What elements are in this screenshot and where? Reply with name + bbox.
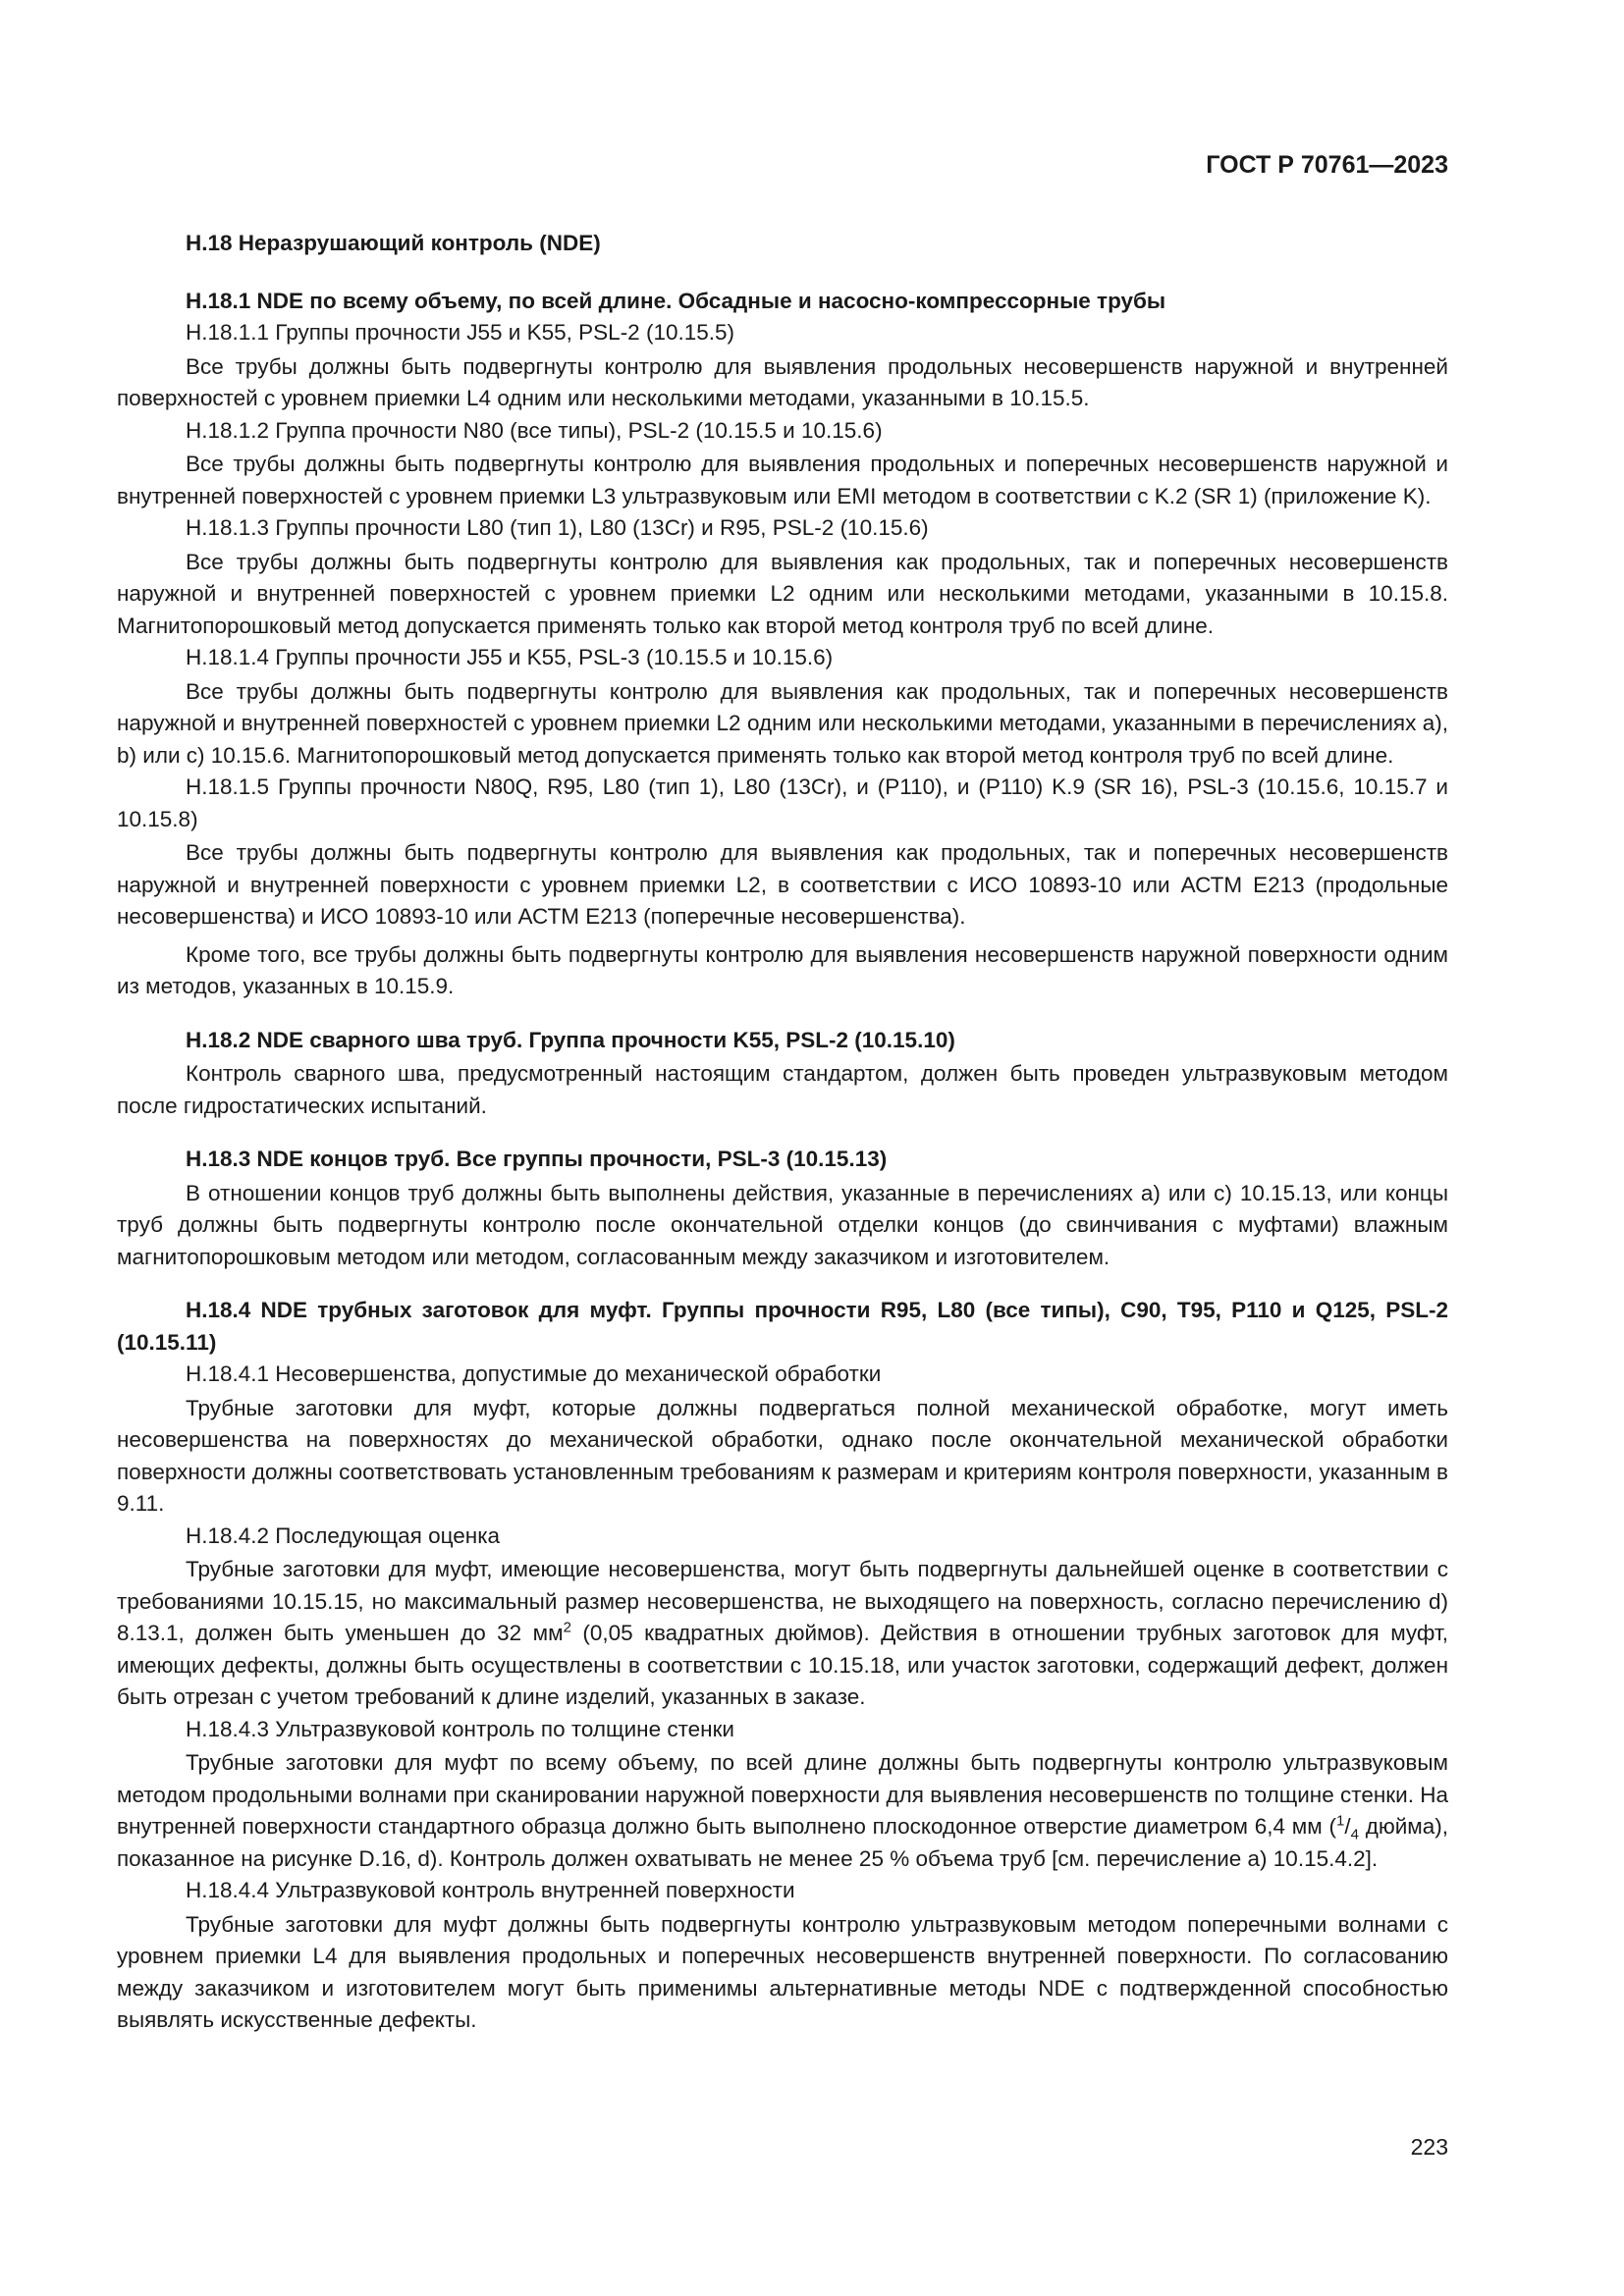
- clause-h18-1-2: H.18.1.2 Группа прочности N80 (все типы), PSL-2 (10.15.5 и 10.15.6): [186, 417, 883, 443]
- section-title: H.18 Неразрушающий контроль (NDE): [186, 231, 601, 255]
- clause-h18-1-5: H.18.1.5 Группы прочности N80Q, R95, L80 (тип 1), L80 (13Cr), и (P110), и (P110) K.9 (SR 16), PSL-3 (10.15.6, 10.15.7 и 10.15.8): [117, 774, 1448, 831]
- subsection-title-h18-3: H.18.3 NDE концов труб. Все группы прочности, PSL-3 (10.15.13): [186, 1147, 888, 1171]
- clause-h18-1-3: H.18.1.3 Группы прочности L80 (тип 1), L80 (13Cr) и R95, PSL-2 (10.15.6): [186, 515, 929, 540]
- paragraph: Трубные заготовки для муфт, которые должны подвергаться полной механической обработке, могут иметь несовершенства на поверхностях до механической обработки, однако после окончательной механической обработки поверхности должны соответствовать установленным требованиям к размерам и критериям контроля поверхности, указанным в 9.11.: [117, 1395, 1448, 1516]
- text-run: дюйма), показанное на рисунке D.16, d). Контроль должен охватывать не менее 25 % объема труб [см. перечисление a) 10.15.4.2].: [117, 1814, 1448, 1871]
- clause-h18-1-4: H.18.1.4 Группы прочности J55 и K55, PSL-3 (10.15.5 и 10.15.6): [186, 645, 834, 669]
- clause-h18-4-4: H.18.4.4 Ультразвуковой контроль внутренней поверхности: [186, 1878, 795, 1902]
- superscript: 2: [563, 1619, 571, 1636]
- subsection-title-h18-4: H.18.4 NDE трубных заготовок для муфт. Группы прочности R95, L80 (все типы), C90, T95, P110 и Q125, PSL-2 (10.15.11): [117, 1298, 1448, 1355]
- clause-h18-4-3: H.18.4.3 Ультразвуковой контроль по толщине стенки: [186, 1716, 734, 1741]
- clause-h18-1-1: H.18.1.1 Группы прочности J55 и K55, PSL-2 (10.15.5): [186, 320, 735, 345]
- paragraph: [117, 1554, 1448, 1714]
- text-run: Трубные заготовки для муфт, имеющие несовершенства, могут быть подвергнуты дальнейшей оценке в соответствии с требованиями 10.15.15, но максимальный размер несовершенства, не выходящего на поверхность, согласно перечислению d) 8.13.1, должен быть уменьшен до 32 мм: [117, 1557, 1448, 1645]
- subsection-title-h18-2: H.18.2 NDE сварного шва труб. Группа прочности K55, PSL-2 (10.15.10): [186, 1027, 955, 1052]
- page-number: 223: [1410, 2134, 1448, 2160]
- fraction-denominator: 4: [1350, 1826, 1359, 1843]
- clause-h18-4-1: H.18.4.1 Несовершенства, допустимые до механической обработки: [186, 1362, 882, 1386]
- paragraph: В отношении концов труб должны быть выполнены действия, указанные в перечислениях a) или c) 10.15.13, или концы труб должны быть подвергнуты контролю после окончательной отделки концов (до свинчивания с муфтами) влажным магнитопорошковым методом или методом, согласованным между заказчиком и изготовителем.: [117, 1180, 1448, 1269]
- subsection-title-h18-1: H.18.1 NDE по всему объему, по всей длине. Обсадные и насосно-компрессорные трубы: [186, 288, 1166, 313]
- paragraph: Все трубы должны быть подвергнуты контролю для выявления как продольных, так и поперечных несовершенств наружной и внутренней поверхностей с уровнем приемки L2 одним или несколькими методами, указанными в 10.15.8. Магнитопорошковый метод допускается применять только как второй метод контроля труб по всей длине.: [117, 549, 1448, 638]
- text-run: (0,05 квадратных дюймов). Действия в отношении трубных заготовок для муфт, имеющих дефекты, должны быть осуществлены в соответствии с 10.15.18, или участок заготовки, содержащий дефект, должен быть отрезан с учетом требований к длине изделий, указанных в заказе.: [117, 1621, 1448, 1709]
- clause-h18-4-2: H.18.4.2 Последующая оценка: [186, 1522, 501, 1548]
- paragraph: Все трубы должны быть подвергнуты контролю для выявления продольных несовершенств наружной и внутренней поверхностей с уровнем приемки L4 одним или несколькими методами, указанными в 10.15.5.: [117, 353, 1448, 410]
- document-body: [117, 228, 1448, 2037]
- paragraph: Все трубы должны быть подвергнуты контролю для выявления как продольных, так и поперечных несовершенств наружной и внутренней поверхности с уровнем приемки L2, в соответствии с ИСО 10893-10 или АСТМ E213 (продольные несовершенства) и ИСО 10893-10 или АСТМ E213 (поперечные несовершенства).: [117, 840, 1448, 929]
- paragraph: Трубные заготовки для муфт должны быть подвергнуты контролю ультразвуковым методом поперечными волнами с уровнем приемки L4 для выявления продольных и поперечных несовершенств внутренней поверхности. По согласованию между заказчиком и изготовителем могут быть применимы альтернативные методы NDE с подтвержденной способностью выявлять искусственные дефекты.: [117, 1911, 1448, 2032]
- text-run: Трубные заготовки для муфт по всему объему, по всей длине должны быть подвергнуты контролю ультразвуковым методом продольными волнами при сканировании наружной поверхности для выявления несовершенств по толщине стенки. На внутренней поверхности стандартного образца должно быть выполнено плоскодонное отверстие диаметром 6,4 мм (: [117, 1750, 1448, 1839]
- paragraph: Кроме того, все трубы должны быть подвергнуты контролю для выявления несовершенств наружной поверхности одним из методов, указанных в 10.15.9.: [117, 941, 1448, 998]
- paragraph: Контроль сварного шва, предусмотренный настоящим стандартом, должен быть проведен ультразвуковым методом после гидростатических испытаний.: [117, 1061, 1448, 1118]
- fraction-slash: /: [1344, 1814, 1351, 1839]
- fraction-numerator: 1: [1335, 1812, 1345, 1830]
- paragraph: [117, 1747, 1448, 1875]
- document-code: ГОСТ Р 70761—2023: [1206, 151, 1448, 179]
- paragraph: Все трубы должны быть подвергнуты контролю для выявления как продольных, так и поперечных несовершенств наружной и внутренней поверхностей с уровнем приемки L2 одним или несколькими методами, указанными в перечислениях a), b) или c) 10.15.6. Магнитопорошковый метод допускается применять только как второй метод контроля труб по всей длине.: [117, 678, 1448, 768]
- paragraph: Все трубы должны быть подвергнуты контролю для выявления продольных и поперечных несовершенств наружной и внутренней поверхностей с уровнем приемки L3 ультразвуковым или EMI методом в соответствии с K.2 (SR 1) (приложение K).: [117, 452, 1448, 508]
